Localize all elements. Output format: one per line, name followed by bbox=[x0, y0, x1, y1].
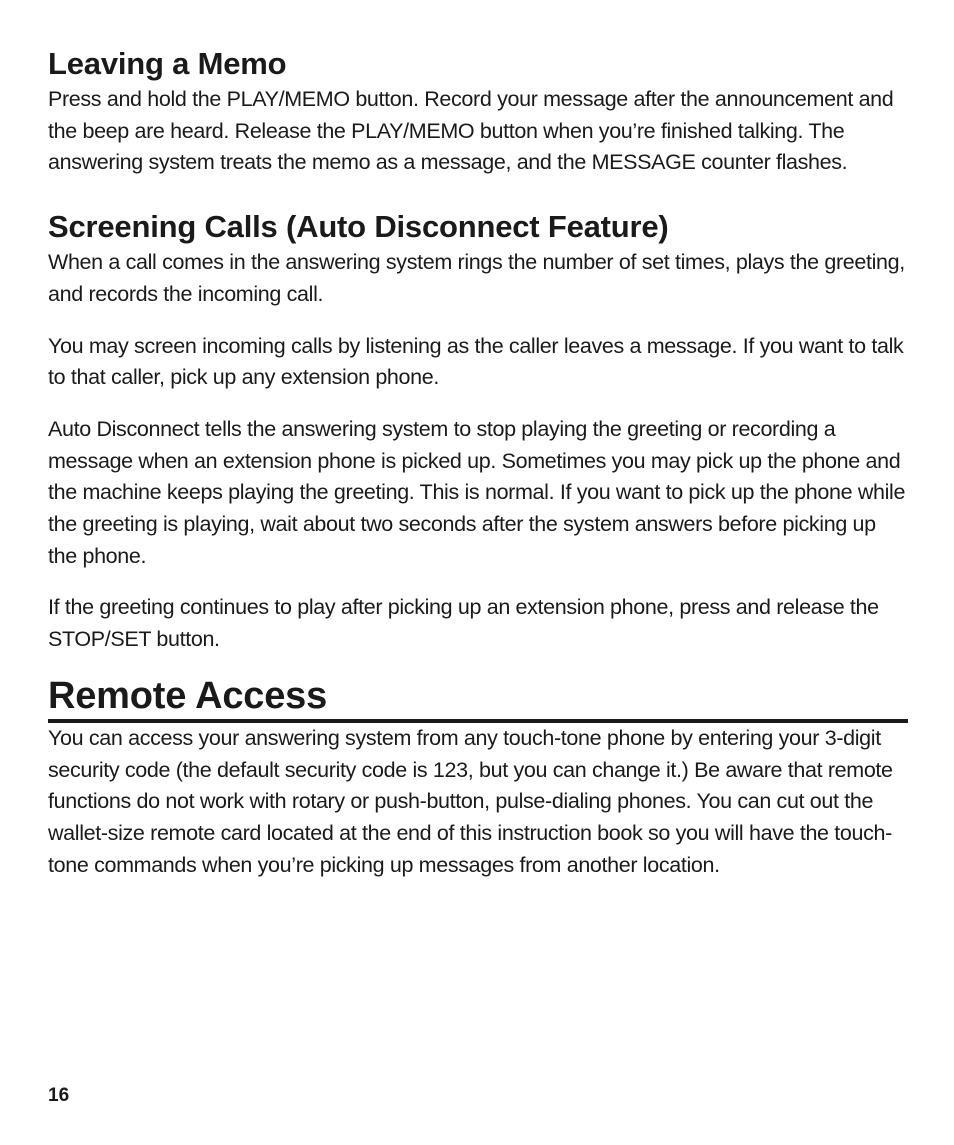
screening-calls-heading: Screening Calls (Auto Disconnect Feature) bbox=[48, 209, 669, 245]
remote-access-paragraph: You can access your answering system from any touch-tone phone by entering your 3-digit security code (the default security code is 123, but you can change it.) Be aware that remote functions do not work with rotary or push-button, pulse-dialing phones. You can cut out the wallet-size remote card located at the end of this instruction book so you will have the touch-tone commands when you’re picking up messages from another location. bbox=[48, 725, 893, 877]
leaving-a-memo-paragraph: Press and hold the PLAY/MEMO button. Record your message after the announcement and the beep are heard. Release the PLAY/MEMO button when you’re finished talking. The answering system treats the memo as a message, and the MESSAGE counter flashes. bbox=[48, 87, 894, 175]
page-number: 16 bbox=[48, 1085, 70, 1106]
manual-page bbox=[48, 44, 908, 881]
screening-paragraph-4: If the greeting continues to play after picking up an extension phone, press and release the STOP/SET button. bbox=[48, 595, 879, 652]
screening-calls-section bbox=[48, 207, 908, 656]
remote-access-heading: Remote Access bbox=[48, 674, 908, 723]
screening-paragraph-3: Auto Disconnect tells the answering system to stop playing the greeting or recording a message when an extension phone is picked up. Sometimes you may pick up the phone and the machine keeps playing the greeting. This is normal. If you want to pick up the phone while the greeting is playing, wait about two seconds after the system answers before picking up the phone. bbox=[48, 416, 906, 568]
remote-access-section bbox=[48, 674, 908, 882]
screening-paragraph-2: You may screen incoming calls by listening as the caller leaves a message. If you want to talk to that caller, pick up any extension phone. bbox=[48, 333, 904, 390]
leaving-a-memo-section bbox=[48, 44, 908, 179]
screening-paragraph-1: When a call comes in the answering system rings the number of set times, plays the greeting, and records the incoming call. bbox=[48, 250, 905, 306]
leaving-a-memo-heading: Leaving a Memo bbox=[48, 46, 287, 81]
